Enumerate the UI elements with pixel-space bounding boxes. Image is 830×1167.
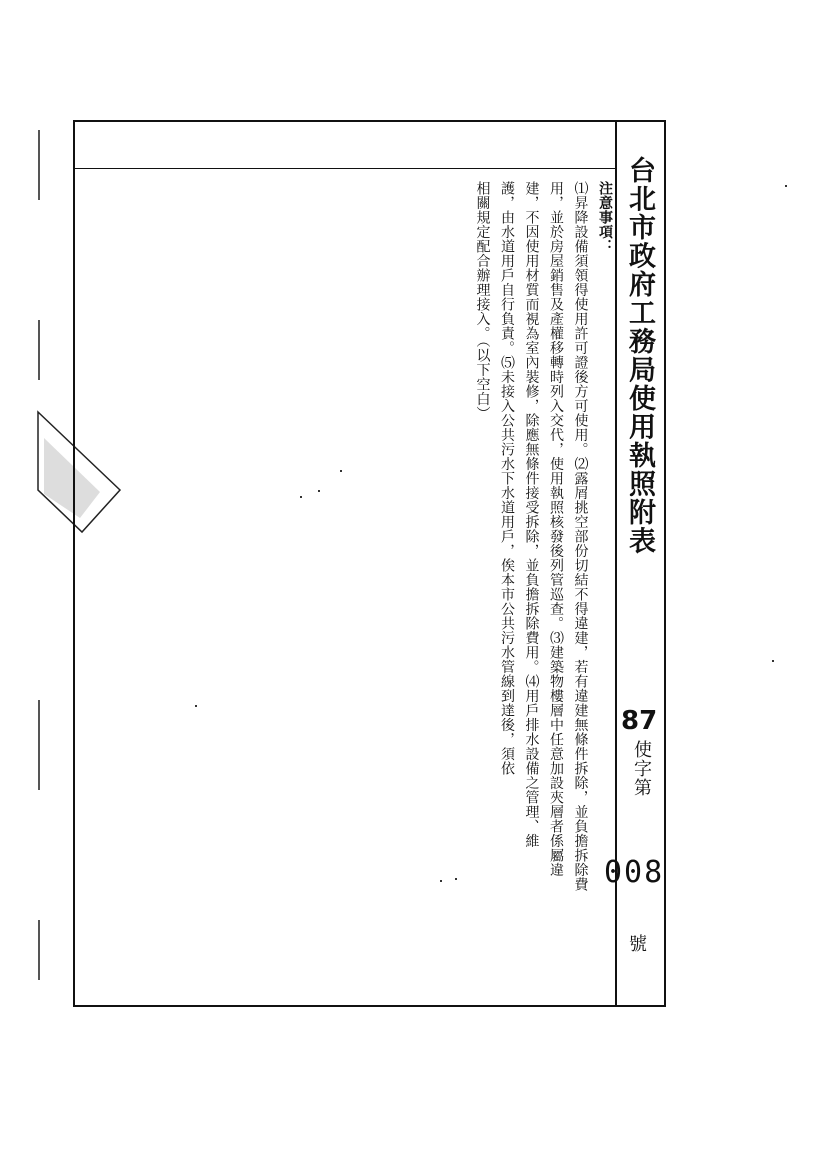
scan-speck [440,880,442,882]
scan-speck [785,185,787,187]
notes-line: 建，不因使用材質而視為室內裝修，除應無條件接受拆除，並負擔拆除費用。⑷用戶排水設備之管理、維 [523,181,540,848]
permit-year: 87 [621,706,658,736]
notes-body [470,181,617,1001]
scan-speck [195,705,197,707]
document-title: 台北市政府工務局使用執照附表 [624,156,655,555]
binder-margin-mark [38,920,40,980]
permit-hao: 號 [629,934,647,955]
binder-margin-mark [38,700,40,790]
scan-speck [455,878,457,880]
header-divider [75,168,616,169]
scan-speck [300,496,302,498]
notes-line: 相關規定配合辦理接入。（以下空白） [474,181,491,421]
binder-margin-mark [38,320,40,380]
scan-speck [318,490,320,492]
notes-heading: 注意事項： [597,181,613,254]
scan-speck [340,470,342,472]
permit-number: 008 [604,855,665,890]
scan-speck [772,660,774,662]
notes-line: ⑴昇降設備須領得使用許可證後方可使用。⑵露屑挑空部份切結不得違建，若有違建無條件拆除，並負擔拆除費 [572,181,589,892]
permit-issue-char: 使字第 [631,740,652,797]
notes-line: 用，並於房屋銷售及產權移轉時列入交代，使用執照核發後列管巡查。⑶建築物樓層中任意加設夾層者係屬違 [548,181,564,877]
notes-line: 護，由水道用戶自行負責。⑸未接入公共污水下水道用戶，俟本市公共污水管線到達後，須依 [499,181,515,776]
binder-margin-mark [38,130,40,200]
